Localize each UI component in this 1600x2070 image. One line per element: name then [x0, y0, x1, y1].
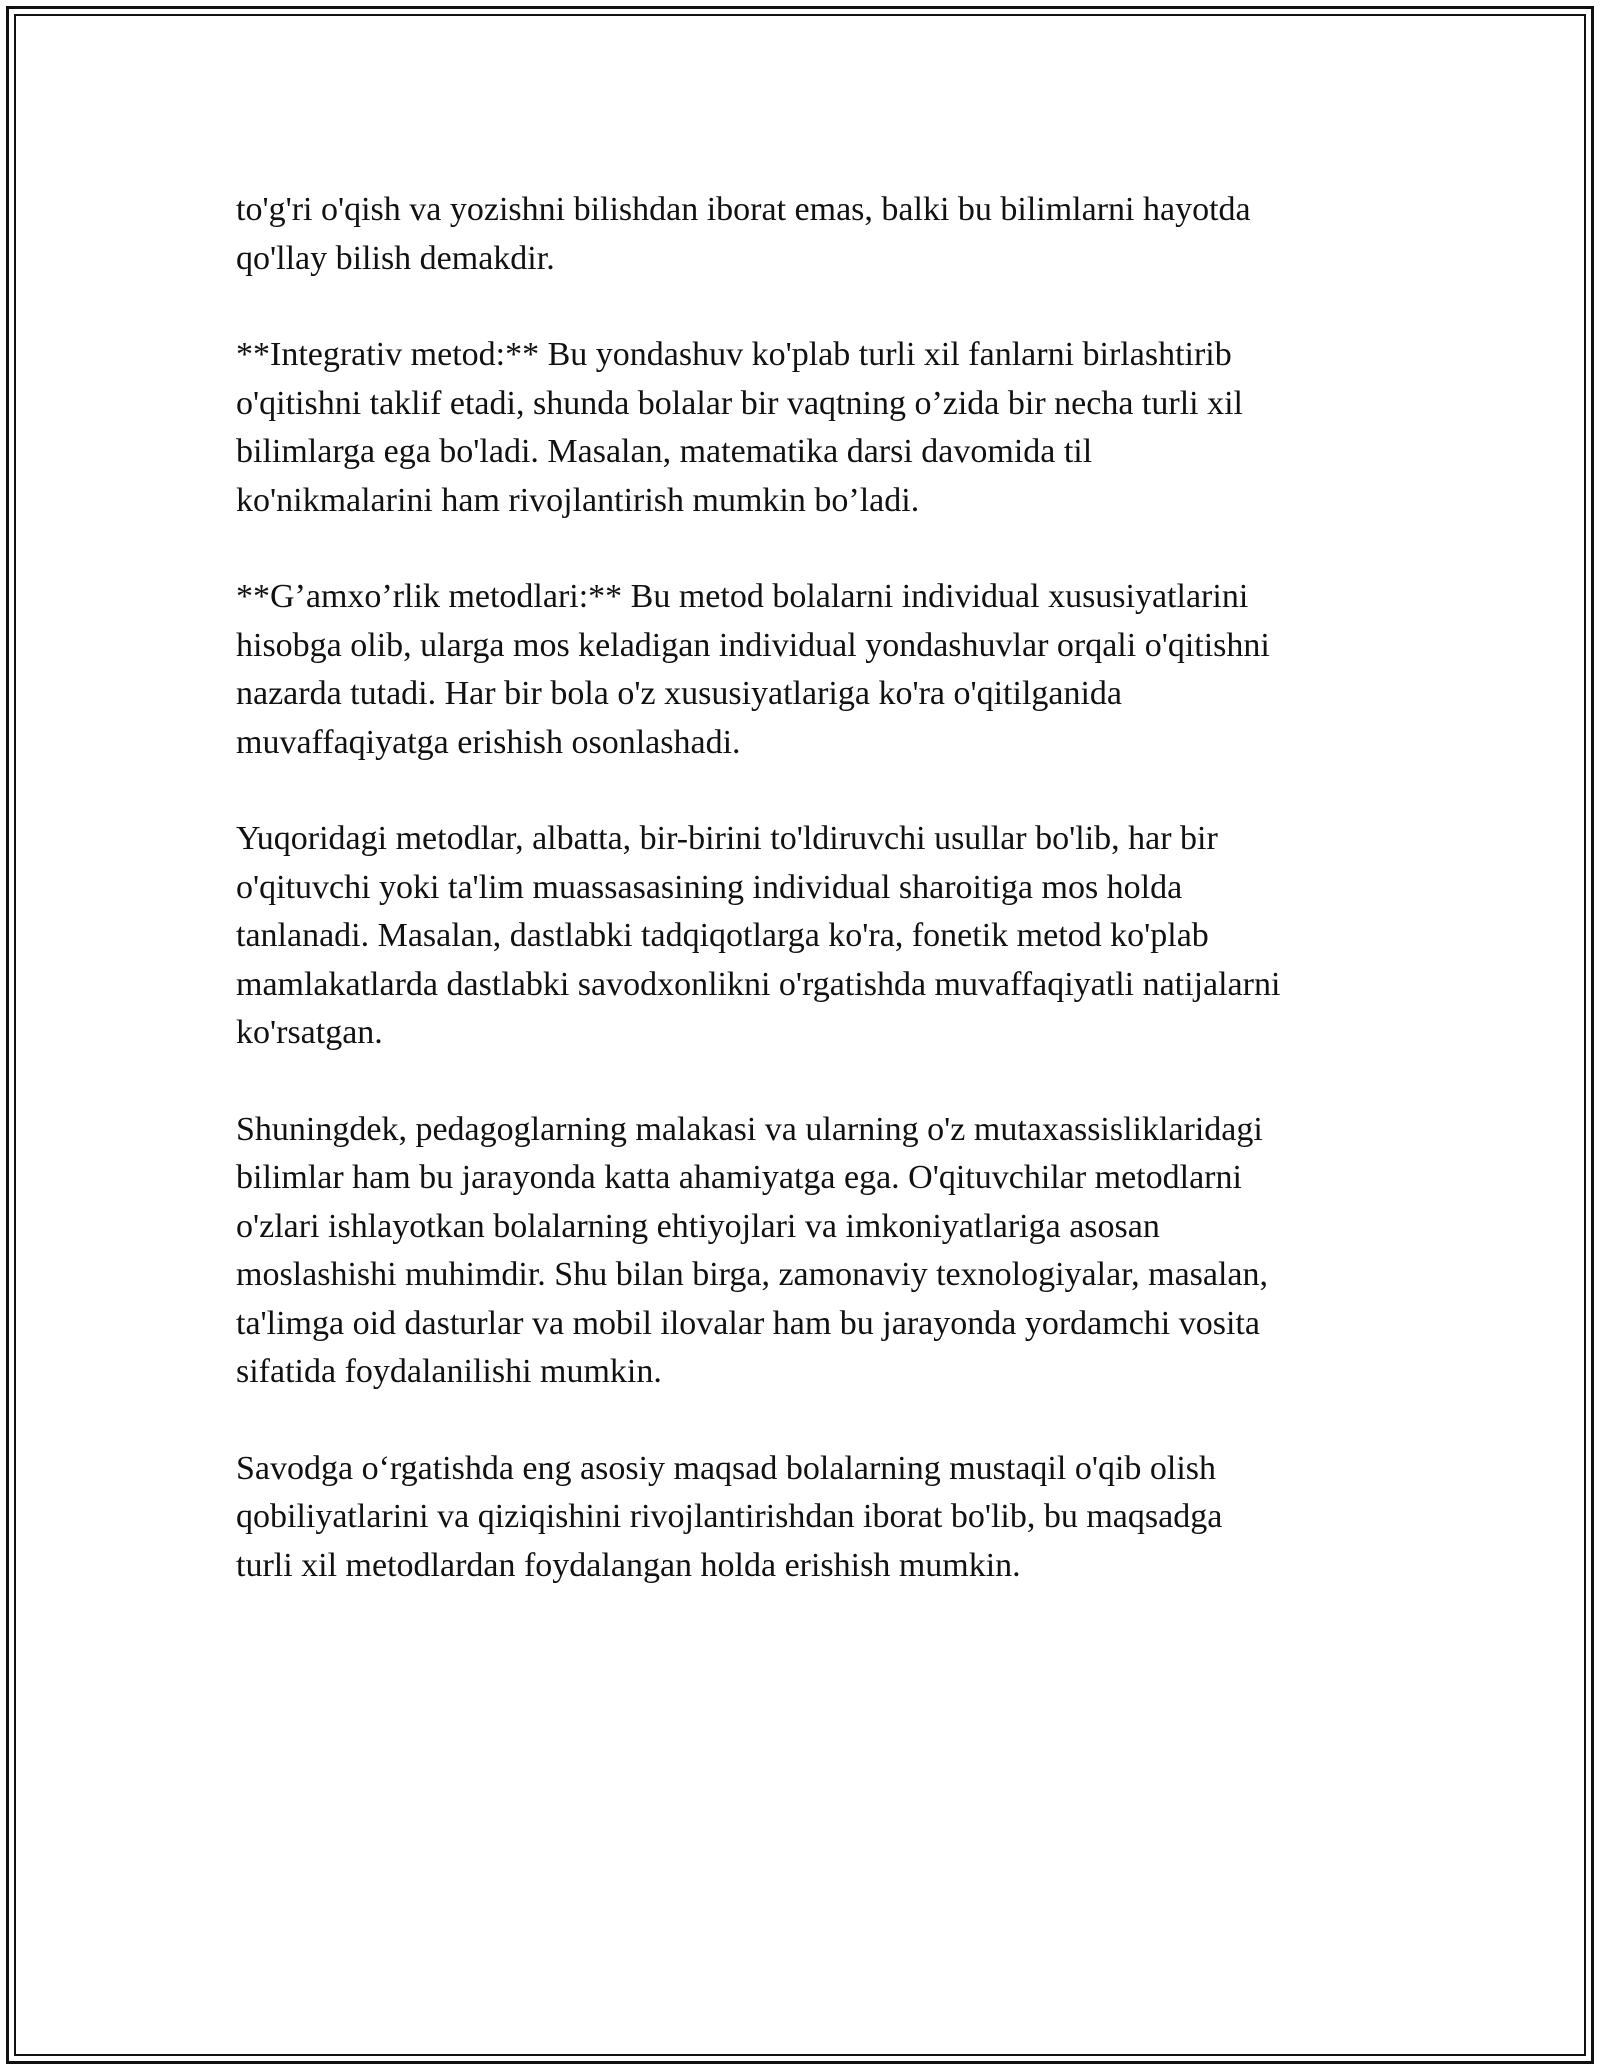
paragraph-conclusion: Savodga o‘rgatishda eng asosiy maqsad bolalarning mustaqil o'qib olish qobiliyatlarini va qiziqishini rivojlantirishdan iborat bo'lib, bu maqsadga turli xil metodlardan foydalangan holda erishish mumkin.: [236, 1449, 1223, 1584]
paragraph-integrativ-metod: **Integrativ metod:** Bu yondashuv ko'plab turli xil fanlarni birlashtirib o'qitishni taklif etadi, shunda bolalar bir vaqtning o’zida bir necha turli xil bilimlarga ega bo'ladi. Masalan, matematika darsi davomida til ko'nikmalarini ham rivojlantirish mumkin bo’ladi.: [236, 336, 1243, 519]
paragraph-gamxorlik-metodlari: **G’amxo’rlik metodlari:** Bu metod bolalarni individual xususiyatlarini hisobga olib, ularga mos keladigan individual yondashuvlar orqali o'qitishni nazarda tutadi. Har bir bola o'z xususiyatlariga ko'ra o'qitilganida muvaffaqiyatga erishish osonlashadi.: [236, 578, 1270, 761]
paragraph-pedagoglar: Shuningdek, pedagoglarning malakasi va ularning o'z mutaxassisliklaridagi bilimlar ham bu jarayonda katta ahamiyatga ega. O'qituvchilar metodlarni o'zlari ishlayotkan bolalarning ehtiyojlari va imkoniyatlariga asosan moslashishi muhimdir. Shu bilan birga, zamonaviy texnologiyalar, masalan, ta'limga oid dasturlar va mobil ilovalar ham bu jarayonda yordamchi vosita sifatida foydalanilishi mumkin.: [236, 1110, 1269, 1390]
paragraph-metodlar-summary: Yuqoridagi metodlar, albatta, bir-birini to'ldiruvchi usullar bo'lib, har bir o'qituvchi yoki ta'lim muassasasining individual sharoitiga mos holda tanlanadi. Masalan, dastlabki tadqiqotlarga ko'ra, fonetik metod ko'plab mamlakatlarda dastlabki savodxonlikni o'rgatishda muvaffaqiyatli natijalarni ko'rsatgan.: [236, 820, 1281, 1051]
paragraph-1: to'g'ri o'qish va yozishni bilishdan iborat emas, balki bu bilimlarni hayotda qo'llay bilish demakdir.: [236, 191, 1251, 277]
document-body: [236, 186, 1386, 1638]
